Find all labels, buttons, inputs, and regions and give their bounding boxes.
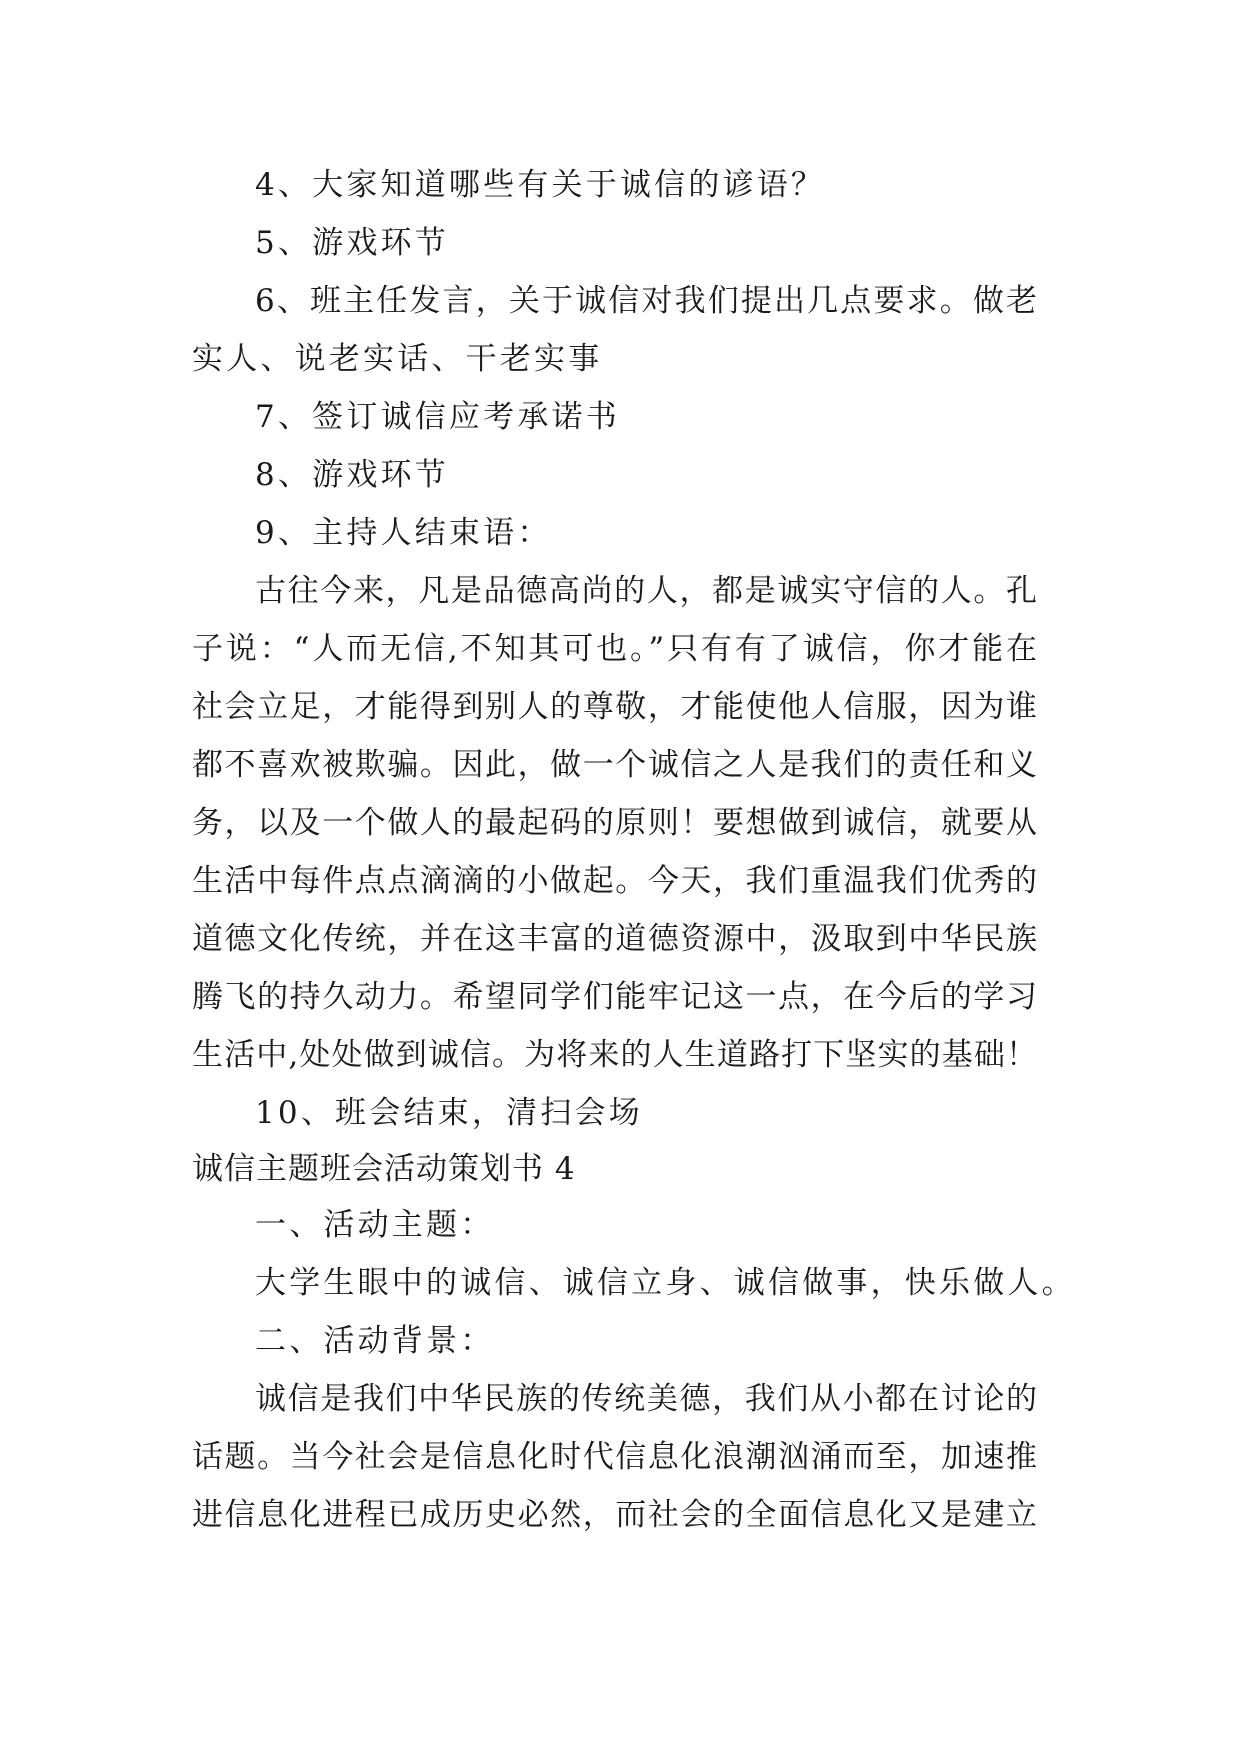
paragraph-line: 都不喜欢被欺骗。因此，做一个诚信之人是我们的责任和义 xyxy=(192,747,1037,783)
item-6-continuation: 实人、说老实话、干老实事 xyxy=(192,341,603,377)
section-title: 诚信主题班会活动策划书 4 xyxy=(192,1151,576,1187)
paragraph-line: 社会立足，才能得到别人的尊敬，才能使他人信服，因为谁 xyxy=(192,689,1037,725)
heading-activity-theme: 一、活动主题： xyxy=(255,1207,495,1243)
item-6-teacher-speech: 6、班主任发言，关于诚信对我们提出几点要求。做老 xyxy=(255,283,1037,319)
paragraph-line: 道德文化传统，并在这丰富的道德资源中，汲取到中华民族 xyxy=(192,921,1037,957)
item-7-pledge: 7、签订诚信应考承诺书 xyxy=(255,399,620,435)
paragraph-line: 进信息化进程已成历史必然，而社会的全面信息化又是建立 xyxy=(192,1497,1037,1533)
activity-theme-text: 大学生眼中的诚信、诚信立身、诚信做事，快乐做人。 xyxy=(255,1265,1076,1301)
paragraph-line: 话题。当今社会是信息化时代信息化浪潮汹涌而至，加速推 xyxy=(192,1439,1037,1475)
paragraph-line: 诚信是我们中华民族的传统美德，我们从小都在讨论的 xyxy=(255,1381,1037,1417)
paragraph-line: 生活中每件点点滴滴的小做起。今天，我们重温我们优秀的 xyxy=(192,863,1037,899)
item-10-meeting-end: 10、班会结束，清扫会场 xyxy=(255,1095,643,1131)
paragraph-line: 腾飞的持久动力。希望同学们能牢记这一点，在今后的学习 xyxy=(192,979,1037,1015)
item-4-proverbs: 4、大家知道哪些有关于诚信的谚语？ xyxy=(255,167,826,203)
item-9-closing-remarks: 9、主持人结束语： xyxy=(255,515,552,551)
paragraph-line: 生活中,处处做到诚信。为将来的人生道路打下坚实的基础！ xyxy=(192,1037,1037,1073)
paragraph-line: 古往今来，凡是品德高尚的人，都是诚实守信的人。孔 xyxy=(255,573,1037,609)
paragraph-line: 务，以及一个做人的最起码的原则！要想做到诚信，就要从 xyxy=(192,805,1037,841)
paragraph-line: 子说：“人而无信,不知其可也。”只有有了诚信，你才能在 xyxy=(192,631,1037,667)
item-5-game: 5、游戏环节 xyxy=(255,225,449,261)
heading-activity-background: 二、活动背景： xyxy=(255,1323,495,1359)
item-8-game: 8、游戏环节 xyxy=(255,457,449,493)
